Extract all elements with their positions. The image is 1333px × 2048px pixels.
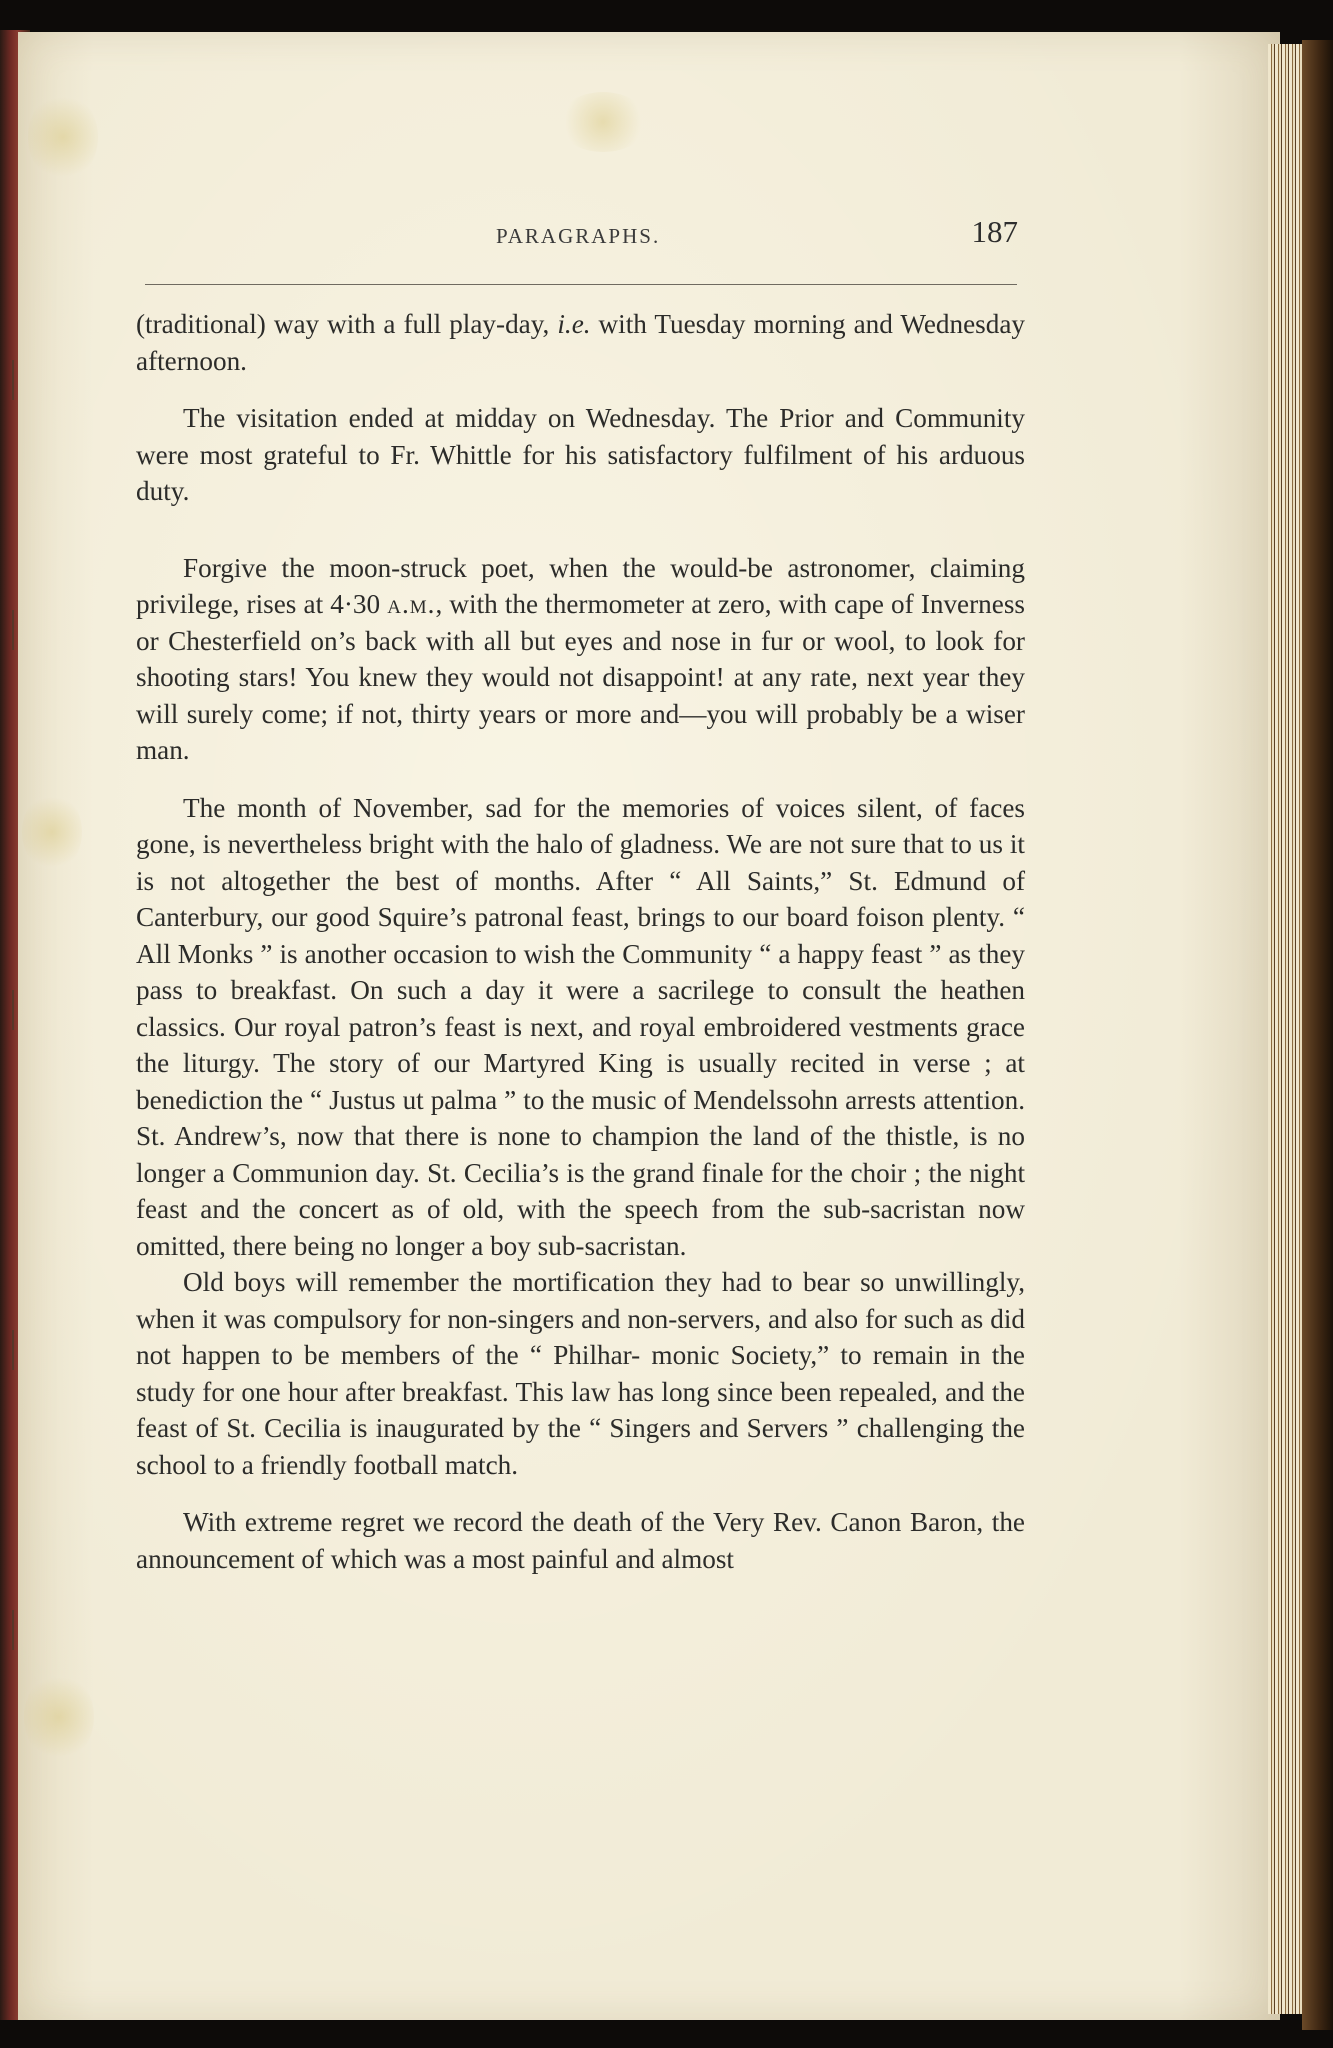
paragraph-canon-baron: With extreme regret we record the death of the Very Rev. Canon Baron, the announcement of which was a most painful and almost	[136, 1507, 1025, 1574]
margin-mark	[12, 360, 22, 400]
book-cover-edge	[1302, 40, 1333, 2030]
page-number: 187	[971, 214, 1018, 249]
header-title: PARAGRAPHS.	[496, 224, 661, 248]
foxing-spot	[558, 92, 648, 152]
margin-mark	[12, 1610, 22, 1650]
header-rule	[145, 284, 1017, 285]
italic-abbreviation: i.e.	[557, 309, 591, 339]
paragraph-november: The month of November, sad for the memories of voices silent, of faces gone, is nevertheless bright with the halo of gladness. We are not sure that to us it is not altogether the best of months. After “ All Saints,” St. Edmund of Canterbury, our good Squire’s patronal feast, brings to our board foison plenty. “ All Monks ” is another occasion to wish the Community “ a happy feast ” as they pass to breakfast. On such a day it were a sacrilege to consult the heathen classics. Our royal patron’s feast is next, and royal embroidered vestments grace the liturgy. The story of our Martyred King is usually recited in verse ; at benediction the “ Justus ut palma ” to the music of Mendelssohn arrests attention. St. Andrew’s, now that there is none to champion the land of the thistle, is no longer a Communion day. St. Cecilia’s is the grand finale for the choir ; the night feast and the concert as of old, with the speech from the sub-sacristan now omitted, there being no longer a boy sub-sacristan.	[136, 792, 1025, 1261]
margin-mark	[12, 990, 22, 1030]
text-run: Forgive the moon-struck poet, when the would-be astronomer, claiming privilege, rises at 4·30	[136, 552, 1025, 619]
small-caps-time: a.m.	[387, 589, 436, 619]
running-head	[138, 214, 1018, 264]
paragraph-old-boys: Old boys will remember the mortification they had to bear so unwillingly, when it was compulsory for non-singers and non-servers, and also for such as did not happen to be members of the “ Philhar- monic Society,” to remain in the study for one hour after breakfast. This law has long since been repealed, and the feast of St. Cecilia is inaugurated by the “ Singers and Servers ” challenging the school to a friendly football match.	[136, 1267, 1025, 1480]
margin-mark	[12, 1330, 22, 1370]
text-run: (traditional) way with a full play-day,	[136, 309, 558, 339]
foxing-spot	[24, 1672, 94, 1762]
foxing-spot	[28, 92, 98, 182]
paragraph-astronomer	[136, 550, 1025, 769]
margin-mark	[12, 610, 22, 650]
body-text	[136, 306, 1025, 1577]
foxing-spot	[22, 792, 82, 872]
page-stack-edges	[1268, 44, 1302, 2014]
paragraph-continuation	[136, 306, 1025, 379]
text-run: , with the thermometer at zero, with cape of Inverness or Chesterfield on’s back with all but eyes and nose in fur or wool, to look for shooting stars! You knew they would not disappoint! at any rate, next year they will surely come; if not, thirty years or more and—you will probably be a wiser man.	[136, 589, 1026, 765]
paragraph-visitation: The visitation ended at midday on Wednesday. The Prior and Community were most grateful to Fr. Whittle for his satisfactory fulfilment of his arduous duty.	[136, 403, 1025, 506]
text-run: with Tuesday morning and Wednesday afternoon.	[136, 309, 1025, 376]
